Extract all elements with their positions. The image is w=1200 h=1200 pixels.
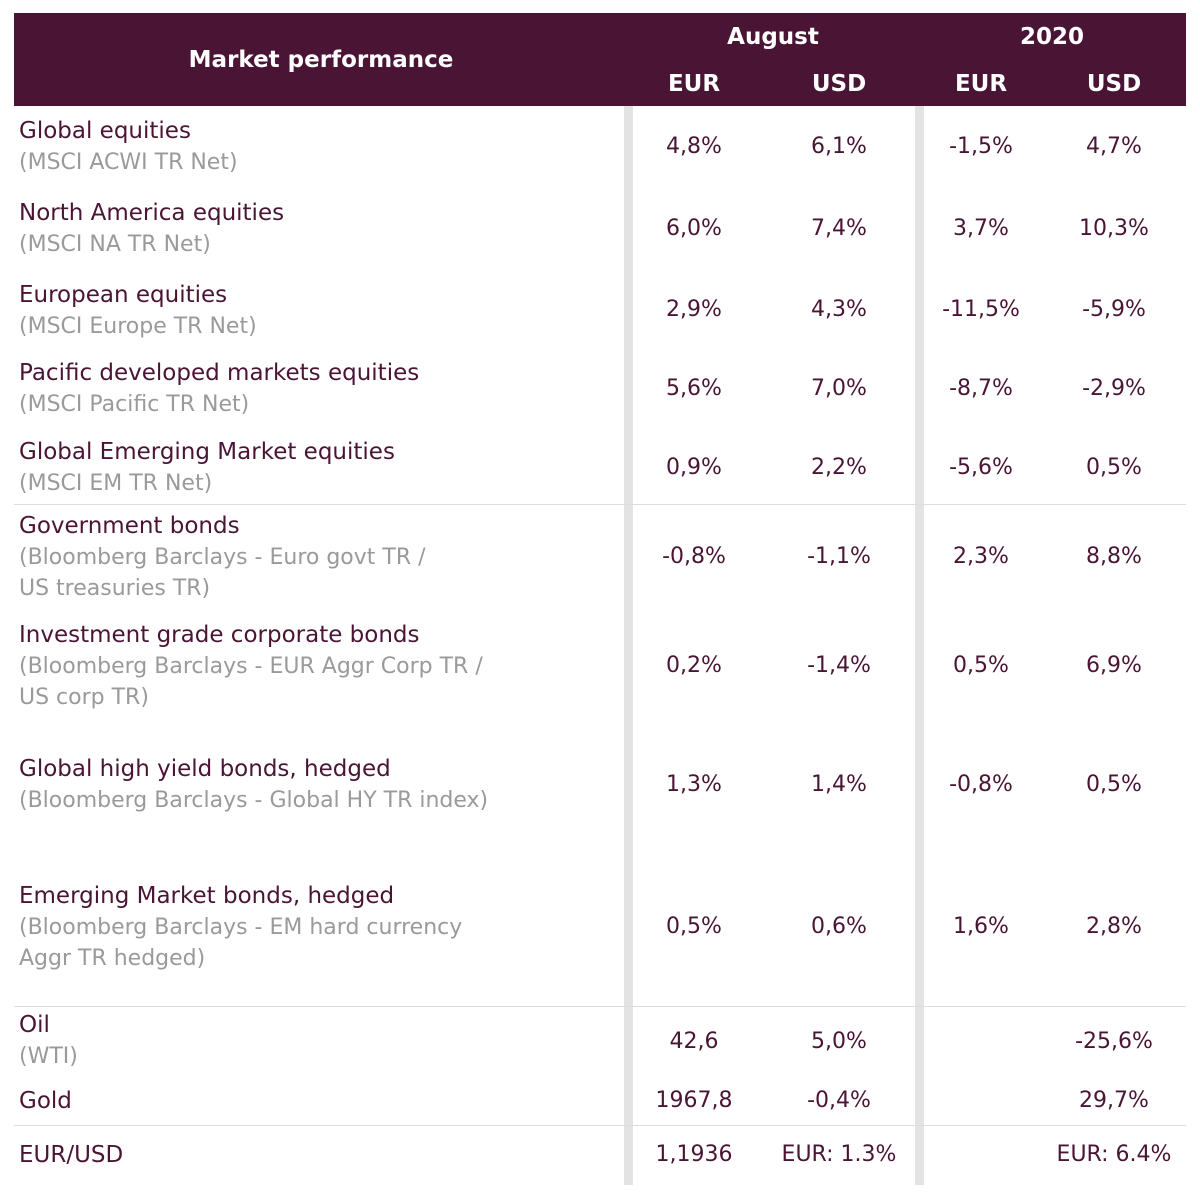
value-cell-august-eur: 1,1936 xyxy=(655,1142,733,1167)
row-group-divider xyxy=(14,1006,1186,1007)
value-cell-august-eur: 1,3% xyxy=(666,772,722,797)
column-group-2020: 2020 xyxy=(1019,24,1085,50)
row-label: Global equities xyxy=(19,118,191,144)
row-label: Gold xyxy=(19,1088,72,1114)
value-cell-2020-usd: -5,9% xyxy=(1082,297,1146,322)
value-cell-august-eur: 42,6 xyxy=(669,1029,719,1054)
value-cell-august-usd: EUR: 1.3% xyxy=(781,1142,897,1167)
value-cell-august-eur: 1967,8 xyxy=(655,1088,733,1113)
value-cell-august-eur: 6,0% xyxy=(666,216,722,241)
value-cell-august-usd: 6,1% xyxy=(811,134,867,159)
value-cell-2020-eur: -8,7% xyxy=(949,376,1013,401)
value-cell-2020-eur: 3,7% xyxy=(953,216,1009,241)
value-cell-2020-usd: 0,5% xyxy=(1086,772,1142,797)
value-cell-2020-usd: 6,9% xyxy=(1086,653,1142,678)
value-cell-august-eur: 2,9% xyxy=(666,297,722,322)
row-label: North America equities xyxy=(19,200,285,226)
value-cell-august-usd: -0,4% xyxy=(807,1088,871,1113)
value-cell-august-usd: 5,0% xyxy=(811,1029,867,1054)
row-label: EUR/USD xyxy=(19,1142,124,1168)
table-title: Market performance xyxy=(188,47,454,73)
value-cell-2020-eur: -0,8% xyxy=(949,772,1013,797)
row-sublabel: (MSCI EM TR Net) xyxy=(19,471,213,496)
value-cell-august-eur: 0,2% xyxy=(666,653,722,678)
market-performance-table xyxy=(14,13,1186,1185)
value-cell-2020-usd: 10,3% xyxy=(1079,216,1149,241)
value-cell-august-eur: 0,9% xyxy=(666,455,722,480)
row-sublabel: Aggr TR hedged) xyxy=(19,946,206,971)
row-label: Global Emerging Market equities xyxy=(19,439,395,465)
value-cell-2020-usd: 8,8% xyxy=(1086,544,1142,569)
column-group-august: August xyxy=(727,24,819,50)
row-sublabel: (MSCI Europe TR Net) xyxy=(19,314,257,339)
value-cell-august-usd: -1,4% xyxy=(807,653,871,678)
row-sublabel: (WTI) xyxy=(19,1044,78,1069)
value-cell-2020-usd: 2,8% xyxy=(1086,914,1142,939)
row-group-divider xyxy=(14,1125,1186,1126)
value-cell-august-usd: 7,4% xyxy=(811,216,867,241)
column-header-2020-eur: EUR xyxy=(954,71,1008,97)
row-sublabel: (Bloomberg Barclays - Euro govt TR / xyxy=(19,545,426,570)
column-separator-2020 xyxy=(915,106,924,1185)
value-cell-august-eur: -0,8% xyxy=(662,544,726,569)
value-cell-august-usd: 2,2% xyxy=(811,455,867,480)
value-cell-2020-eur: 0,5% xyxy=(953,653,1009,678)
row-sublabel: (Bloomberg Barclays - EUR Aggr Corp TR / xyxy=(19,654,483,679)
value-cell-2020-usd: 4,7% xyxy=(1086,134,1142,159)
value-cell-august-eur: 4,8% xyxy=(666,134,722,159)
row-label: European equities xyxy=(19,282,228,308)
value-cell-2020-eur: 1,6% xyxy=(953,914,1009,939)
row-label: Investment grade corporate bonds xyxy=(19,622,420,648)
row-label: Government bonds xyxy=(19,513,240,539)
value-cell-august-usd: 4,3% xyxy=(811,297,867,322)
row-label: Emerging Market bonds, hedged xyxy=(19,883,395,909)
value-cell-2020-eur: -11,5% xyxy=(942,297,1020,322)
row-sublabel: US treasuries TR) xyxy=(19,576,211,601)
row-label: Global high yield bonds, hedged xyxy=(19,756,391,782)
value-cell-august-usd: 7,0% xyxy=(811,376,867,401)
value-cell-august-usd: -1,1% xyxy=(807,544,871,569)
value-cell-2020-eur: 2,3% xyxy=(953,544,1009,569)
row-label: Pacific developed markets equities xyxy=(19,360,420,386)
value-cell-2020-usd: EUR: 6.4% xyxy=(1056,1142,1172,1167)
value-cell-august-usd: 0,6% xyxy=(811,914,867,939)
row-sublabel: (MSCI ACWI TR Net) xyxy=(19,150,238,175)
value-cell-august-eur: 0,5% xyxy=(666,914,722,939)
column-header-2020-usd: USD xyxy=(1086,71,1142,97)
column-header-august-eur: EUR xyxy=(667,71,721,97)
value-cell-2020-usd: -2,9% xyxy=(1082,376,1146,401)
value-cell-2020-eur: -1,5% xyxy=(949,134,1013,159)
value-cell-2020-eur: -5,6% xyxy=(949,455,1013,480)
value-cell-2020-usd: 29,7% xyxy=(1079,1088,1149,1113)
table-header xyxy=(14,13,1186,106)
row-sublabel: (MSCI NA TR Net) xyxy=(19,232,211,257)
column-header-august-usd: USD xyxy=(811,71,867,97)
row-sublabel: (MSCI Pacific TR Net) xyxy=(19,392,250,417)
row-label: Oil xyxy=(19,1012,50,1038)
value-cell-august-eur: 5,6% xyxy=(666,376,722,401)
value-cell-2020-usd: 0,5% xyxy=(1086,455,1142,480)
value-cell-august-usd: 1,4% xyxy=(811,772,867,797)
row-sublabel: (Bloomberg Barclays - EM hard currency xyxy=(19,915,463,940)
value-cell-2020-usd: -25,6% xyxy=(1075,1029,1153,1054)
row-group-divider xyxy=(14,504,1186,505)
row-sublabel: US corp TR) xyxy=(19,685,149,710)
column-separator-august xyxy=(624,106,633,1185)
row-sublabel: (Bloomberg Barclays - Global HY TR index) xyxy=(19,788,489,813)
